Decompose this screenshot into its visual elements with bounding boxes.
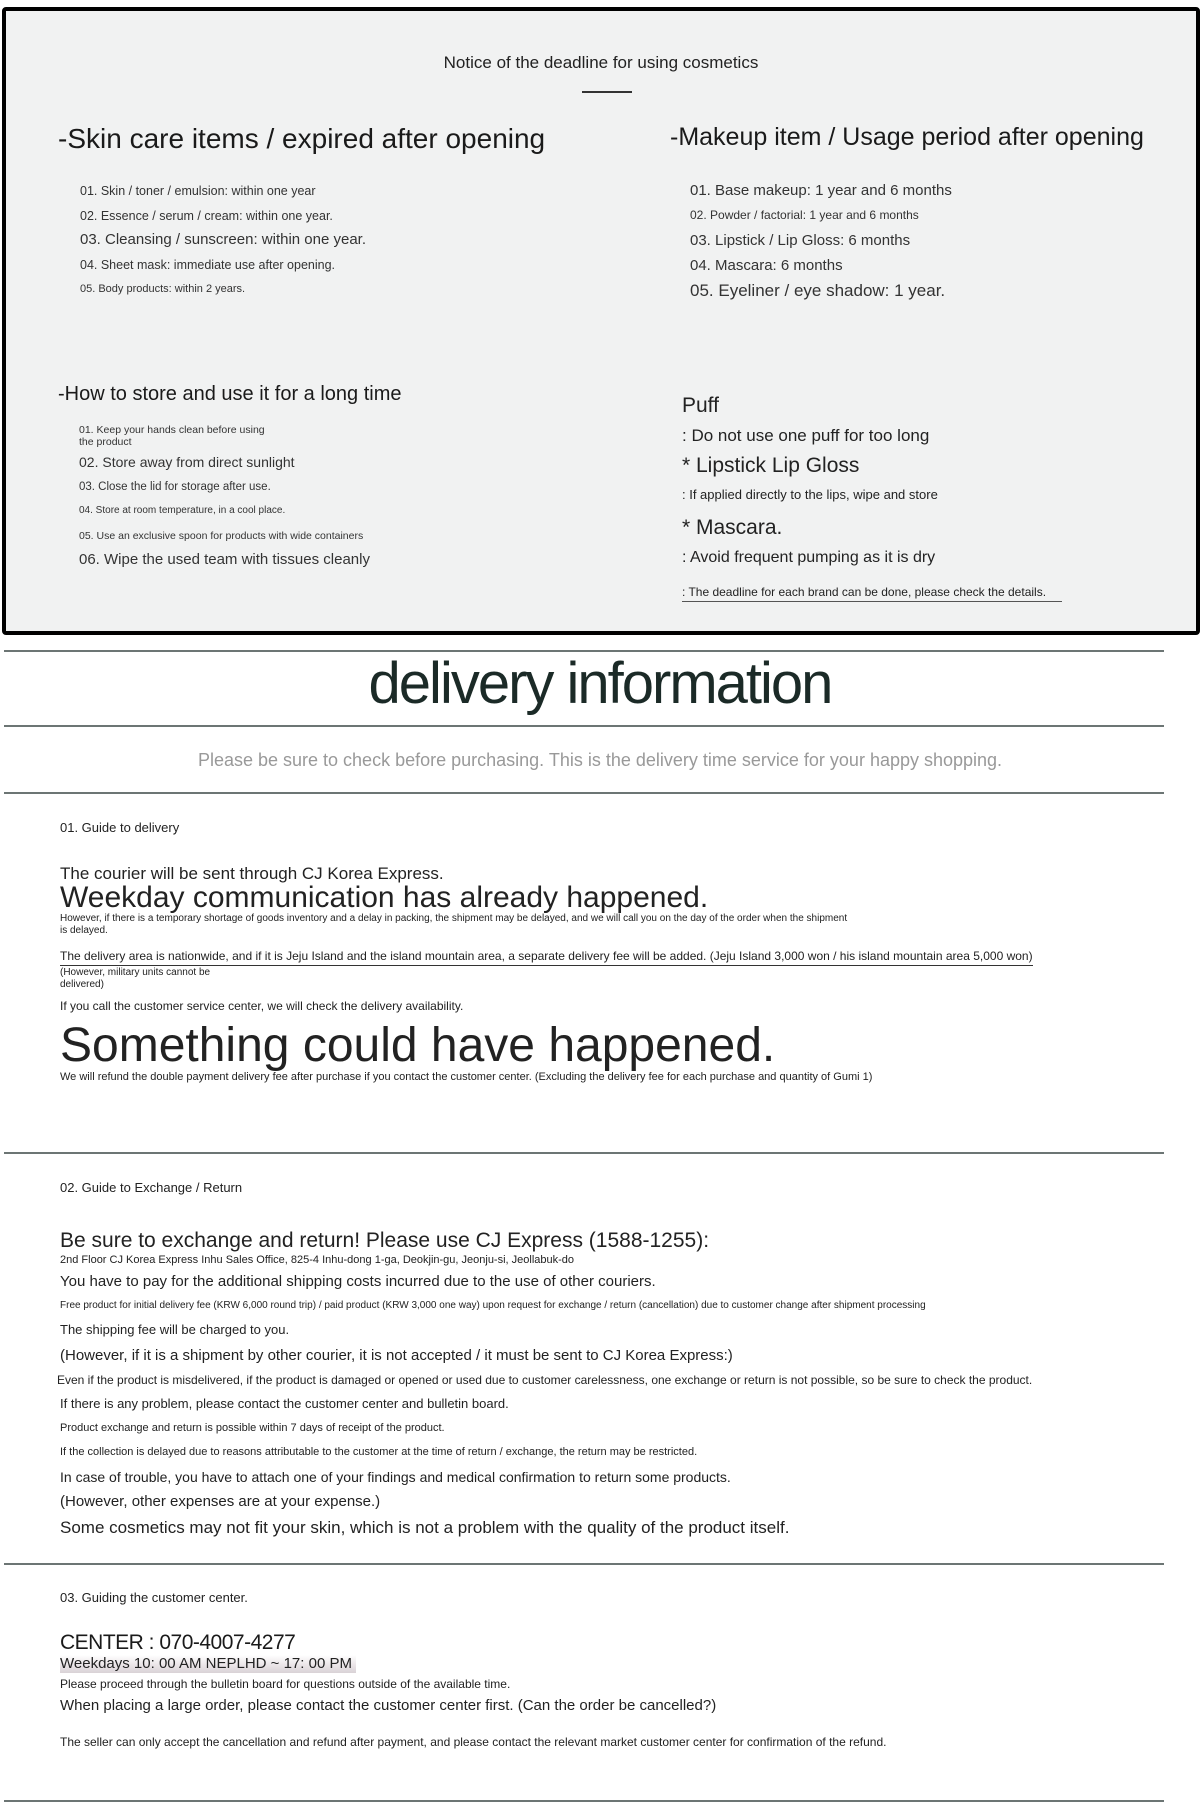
section-label: 02. Guide to Exchange / Return	[60, 1180, 243, 1195]
storage-item: 04. Store at room temperature, in a cool place.	[79, 505, 286, 516]
skin-care-item: 04. Sheet mask: immediate use after opening.	[80, 257, 336, 272]
exchange-line: (However, if it is a shipment by other courier, it is not accepted / it must be sent to CJ Korea Express:)	[60, 1347, 733, 1364]
notice-panel	[2, 7, 1200, 635]
divider	[4, 792, 1164, 794]
mascara-text: : Avoid frequent pumping as it is dry	[682, 549, 936, 566]
exchange-line: You have to pay for the additional shipping costs incurred due to the use of other couriers.	[60, 1273, 656, 1290]
notice-title: Notice of the deadline for using cosmetics	[443, 53, 759, 72]
seller-text: The seller can only accept the cancellation and refund after payment, and please contact the relevant market customer center for confirmation of the refund.	[60, 1735, 887, 1749]
divider	[4, 1800, 1164, 1802]
military-text: (However, military units cannot be delivered)	[60, 967, 211, 990]
storage-section	[58, 383, 402, 573]
courier-text: The courier will be sent through CJ Korea Express.	[60, 864, 444, 883]
exchange-line: (However, other expenses are at your expense.)	[60, 1493, 381, 1510]
delivery-guide-section	[60, 820, 1160, 1084]
makeup-item: 05. Eyeliner / eye shadow: 1 year.	[690, 281, 946, 300]
divider	[4, 725, 1164, 727]
makeup-item: 01. Base makeup: 1 year and 6 months	[690, 182, 952, 199]
skin-care-item: 01. Skin / toner / emulsion: within one year	[80, 184, 316, 198]
divider	[4, 1563, 1164, 1565]
delivery-title: delivery information	[368, 651, 832, 716]
makeup-item: 04. Mascara: 6 months	[690, 257, 843, 274]
lipstick-heading: * Lipstick Lip Gloss	[682, 454, 860, 477]
call-text: If you call the customer service center, we will check the delivery availability.	[60, 999, 464, 1013]
makeup-section	[670, 123, 1144, 303]
exchange-line: Be sure to exchange and return! Please use CJ Express (1588-1255):	[60, 1229, 710, 1252]
brand-deadline-note: : The deadline for each brand can be done, please check the details.	[682, 585, 1062, 602]
exchange-line: The shipping fee will be charged to you.	[60, 1322, 290, 1337]
storage-item: 05. Use an exclusive spoon for products with wide containers	[79, 529, 364, 542]
center-phone: CENTER : 070-4007-4277	[60, 1631, 296, 1654]
exchange-line: If the collection is delayed due to reasons attributable to the customer at the time of return / exchange, the return may be restricted.	[60, 1446, 698, 1458]
skin-care-list	[80, 179, 545, 302]
customer-center-section	[60, 1590, 1160, 1749]
something-text: Something could have happened.	[60, 1019, 776, 1072]
puff-heading: Puff	[682, 394, 719, 417]
makeup-heading: -Makeup item / Usage period after opening	[670, 123, 1144, 151]
refund-text: We will refund the double payment delivery fee after purchase if you contact the customer center. (Excluding the delivery fee for each purchase and quantity of Gumi 1)	[60, 1071, 873, 1083]
lipstick-text: : If applied directly to the lips, wipe and store	[682, 487, 938, 502]
puff-text: : Do not use one puff for too long	[682, 426, 930, 445]
makeup-item: 03. Lipstick / Lip Gloss: 6 months	[690, 232, 911, 249]
skin-care-item: 02. Essence / serum / cream: within one year.	[80, 208, 333, 223]
exchange-line: Free product for initial delivery fee (KRW 6,000 round trip) / paid product (KRW 3,000 one way) upon request for exchange / return (cancellation) due to customer change after shipment processing	[60, 1300, 926, 1311]
exchange-line: If there is any problem, please contact the customer center and bulletin board.	[60, 1396, 509, 1411]
exchange-section	[57, 1180, 1160, 1542]
weekday-text: Weekday communication has already happened.	[60, 881, 709, 914]
skin-care-item: 05. Body products: within 2 years.	[80, 283, 246, 295]
center-hours: Weekdays 10: 00 AM NEPLHD ~ 17: 00 PM	[60, 1655, 356, 1673]
delivery-subtitle: Please be sure to check before purchasing. This is the delivery time service for your happy shopping.	[197, 750, 1003, 770]
exchange-line: Even if the product is misdelivered, if the product is damaged or opened or used due to customer carelessness, one exchange or return is not possible, so be sure to check the product.	[57, 1373, 1033, 1387]
storage-item: 06. Wipe the used team with tissues cleanly	[79, 551, 370, 568]
mascara-heading: * Mascara.	[682, 516, 783, 539]
delivery-area-text: The delivery area is nationwide, and if it is Jeju Island and the island mountain area, a separate delivery fee will be added. (Jeju Island 3,000 won / his island mountain area 5,000 won)	[60, 949, 1033, 966]
divider	[4, 1152, 1164, 1154]
exchange-line: In case of trouble, you have to attach one of your findings and medical confirmation to return some products.	[60, 1469, 731, 1485]
skin-care-section	[58, 123, 545, 302]
exchange-line: 2nd Floor CJ Korea Express Inhu Sales Office, 825-4 Inhu-dong 1-ga, Deokjin-gu, Jeonju-si, Jeollabuk-do	[60, 1254, 575, 1266]
bulletin-text: Please proceed through the bulletin board for questions outside of the available time.	[60, 1677, 511, 1691]
storage-item: 01. Keep your hands clean before using the product	[79, 424, 265, 448]
exchange-line: Product exchange and return is possible within 7 days of receipt of the product.	[60, 1422, 445, 1434]
section-label: 01. Guide to delivery	[60, 820, 180, 835]
storage-item: 03. Close the lid for storage after use.	[79, 480, 271, 493]
storage-heading: -How to store and use it for a long time	[58, 383, 402, 405]
storage-list	[79, 424, 402, 573]
skin-care-heading: -Skin care items / expired after opening	[58, 123, 546, 154]
makeup-list	[690, 178, 1144, 303]
section-label: 03. Guiding the customer center.	[60, 1590, 248, 1605]
exchange-line: Some cosmetics may not fit your skin, which is not a problem with the quality of the product itself.	[60, 1518, 790, 1537]
puff-section	[682, 391, 1102, 602]
makeup-item: 02. Powder / factorial: 1 year and 6 months	[690, 208, 919, 222]
large-order-text: When placing a large order, please contact the customer center first. (Can the order be cancelled?)	[60, 1697, 717, 1714]
storage-item: 02. Store away from direct sunlight	[79, 454, 295, 470]
area-text	[60, 949, 1160, 963]
title-divider	[582, 91, 632, 93]
shortage-text: However, if there is a temporary shortage of goods inventory and a delay in packing, the shipment may be delayed, and we will call you on the day of the order when the shipment is delayed.	[60, 913, 848, 936]
skin-care-item: 03. Cleansing / sunscreen: within one year.	[80, 231, 367, 248]
